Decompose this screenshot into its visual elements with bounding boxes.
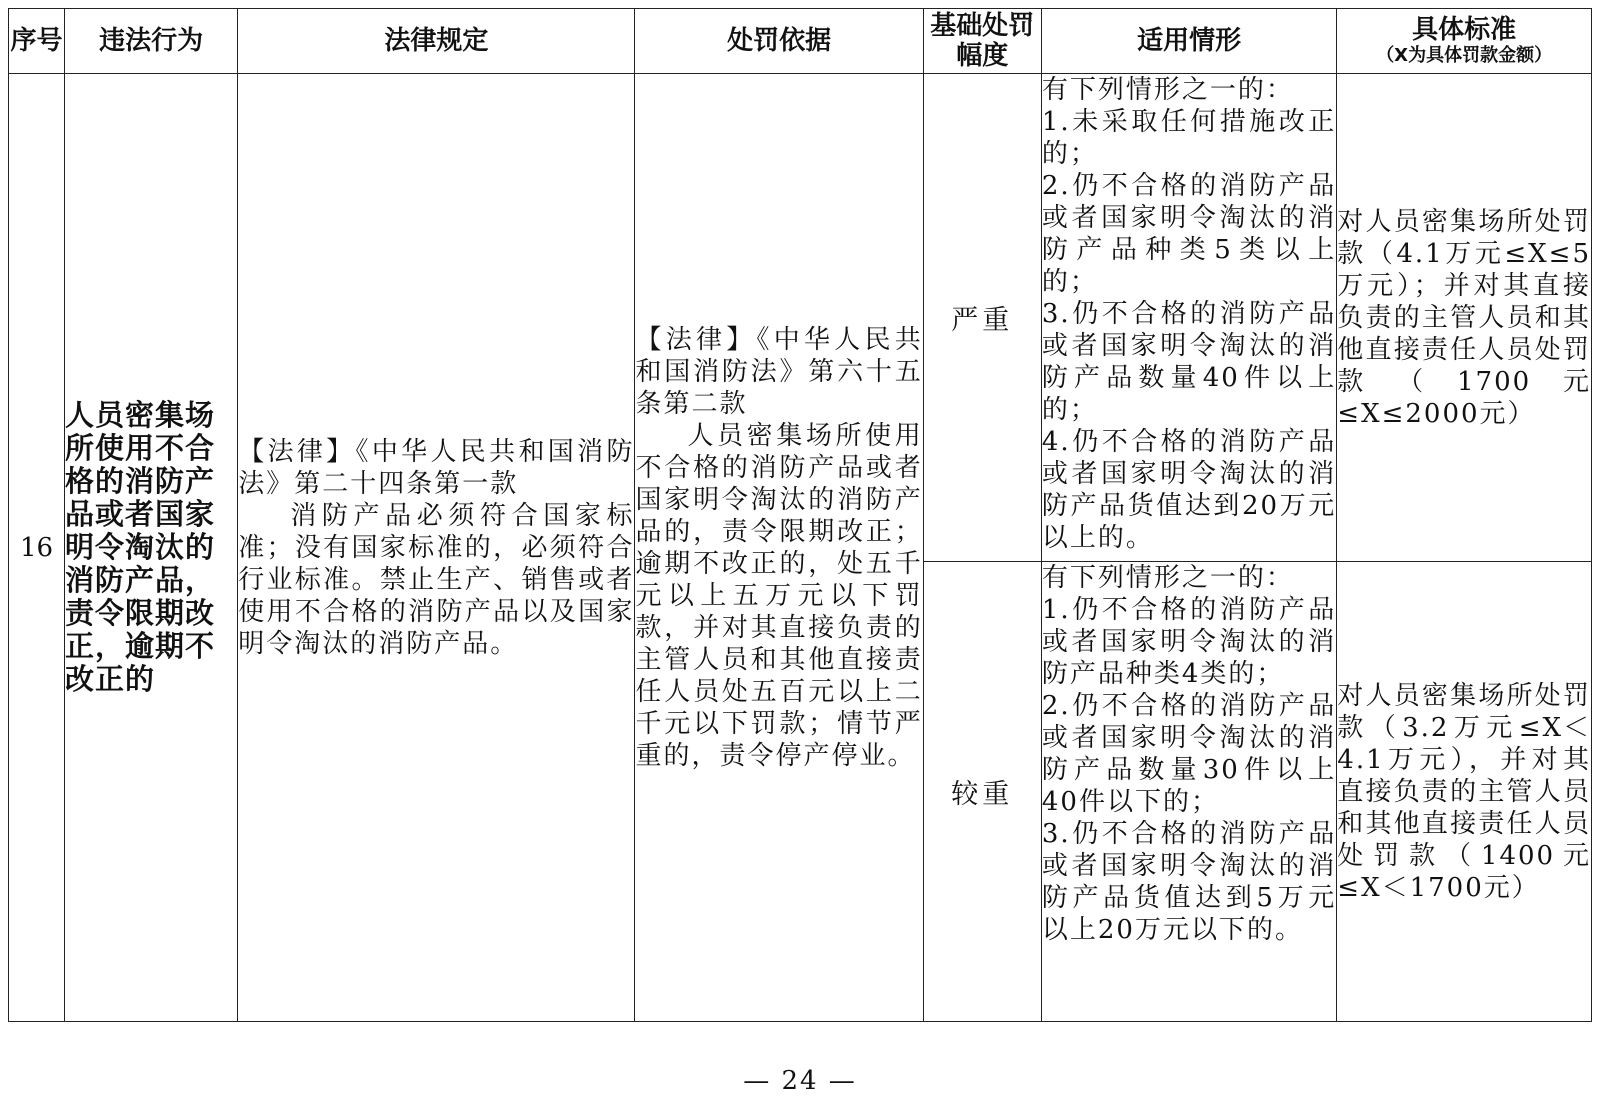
situation-serious-item: 3.仍不合格的消防产品或者国家明令淘汰的消防产品货值达到5万元以上20万元以下的。 [1041, 819, 1337, 945]
basis-title: 【法律】《中华人民共和国消防法》第六十五条第二款 [635, 324, 923, 419]
penalty-table [8, 8, 1592, 1022]
header-degree: 基础处罚幅度 [923, 9, 1041, 74]
header-act: 违法行为 [65, 9, 238, 74]
row-basis-cell [635, 74, 923, 1022]
situation-serious [1041, 562, 1336, 1022]
situation-serious-intro: 有下列情形之一的： [1041, 563, 1294, 593]
law-text: 消防产品必须符合国家标准；没有国家标准的，必须符合行业标准。禁止生产、销售或者使用不合格的消防产品以及国家明令淘汰的消防产品。 [238, 500, 635, 659]
law-title: 【法律】《中华人民共和国消防法》第二十四条第一款 [238, 436, 635, 499]
header-standard-label: 具体标准 [1412, 15, 1517, 45]
header-law: 法律规定 [238, 9, 635, 74]
degree-serious: 较重 [923, 562, 1041, 1022]
header-standard-note: （X为具体罚款金额） [1376, 45, 1553, 66]
situation-severe [1041, 74, 1336, 562]
situation-severe-item: 2.仍不合格的消防产品或者国家明令淘汰的消防产品种类5类以上的； [1041, 171, 1337, 297]
row-seq: 16 [9, 74, 65, 1022]
row-law-cell [238, 74, 635, 1022]
header-standard [1337, 9, 1592, 74]
situation-severe-item: 3.仍不合格的消防产品或者国家明令淘汰的消防产品数量40件以上的； [1041, 299, 1337, 425]
header-row [9, 9, 1592, 74]
standard-severe: 对人员密集场所处罚款（4.1万元≤X≤5万元）；并对其直接负责的主管人员和其他直接责任人员处罚款（1700元≤X≤2000元） [1337, 74, 1592, 562]
degree-severe: 严重 [923, 74, 1041, 562]
page-number: — 24 — [743, 1066, 857, 1096]
row-act-cell [65, 74, 238, 1022]
situation-severe-item: 4.仍不合格的消防产品或者国家明令淘汰的消防产品货值达到20万元以上的。 [1041, 427, 1337, 553]
situation-severe-intro: 有下列情形之一的： [1041, 75, 1294, 105]
situation-serious-item: 2.仍不合格的消防产品或者国家明令淘汰的消防产品数量30件以上40件以下的； [1041, 691, 1337, 817]
standard-serious: 对人员密集场所处罚款（3.2万元≤X＜4.1万元），并对其直接负责的主管人员和其他直接责任人员处罚款（1400元≤X＜1700元） [1337, 562, 1592, 1022]
basis-text: 人员密集场所使用不合格的消防产品或者国家明令淘汰的消防产品的，责令限期改正；逾期不改正的，处五千元以上五万元以下罚款，并对其直接负责的主管人员和其他直接责任人员处五百元以上二千元以下罚款；情节严重的，责令停产停业。 [635, 420, 923, 771]
situation-severe-item: 1.未采取任何措施改正的； [1041, 107, 1337, 169]
table-row-severe [9, 74, 1592, 562]
header-situation: 适用情形 [1041, 9, 1336, 74]
situation-serious-item: 1.仍不合格的消防产品或者国家明令淘汰的消防产品种类4类的； [1041, 595, 1337, 689]
row-act: 人员密集场所使用不合格的消防产品或者国家明令淘汰的消防产品，责令限期改正，逾期不改正的 [65, 398, 216, 696]
header-seq: 序号 [9, 9, 65, 74]
header-basis: 处罚依据 [635, 9, 923, 74]
